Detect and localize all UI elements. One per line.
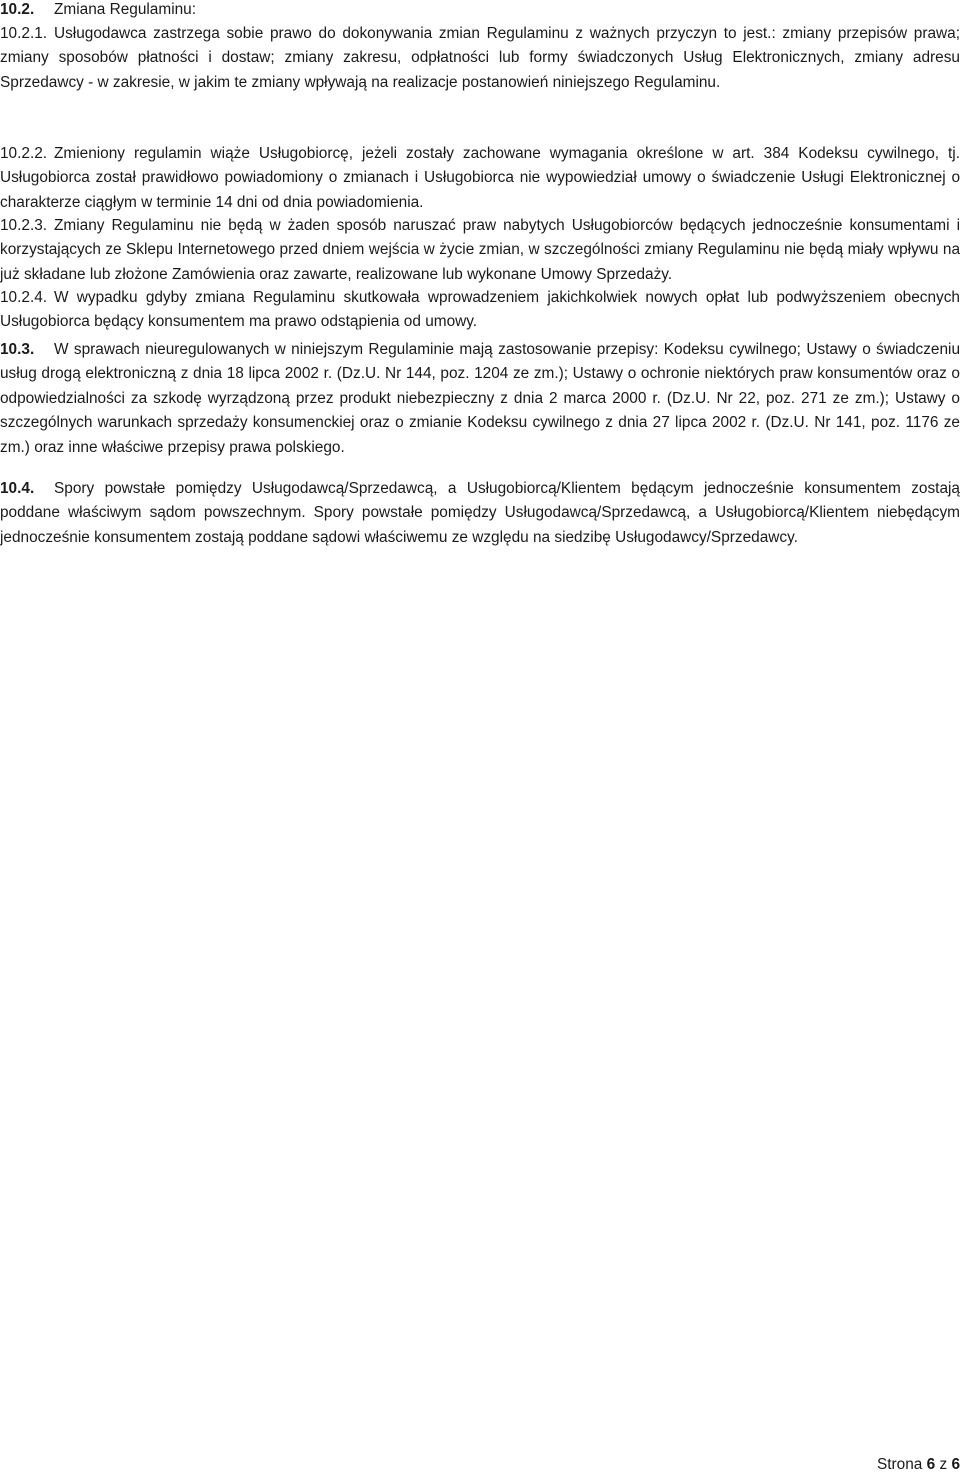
- clause-text: Zmiany Regulaminu nie będą w żaden sposób naruszać praw nabytych Usługobiorców będących jednocześnie konsumentami i korzystających ze Sklepu Internetowego przed dniem wejścia w życie zmian, w szczególności zmiany Regulaminu nie będą miały wpływu na już składane lub złożone Zamówienia oraz zawarte, realizowane lub wykonane Umowy Sprzedaży.: [0, 217, 960, 283]
- clause-number: 10.3.: [0, 341, 35, 358]
- page-of: z: [939, 1456, 948, 1473]
- page-number: 6: [926, 1456, 936, 1473]
- section-title: Zmiana Regulaminu:: [54, 1, 197, 18]
- clause-number: 10.4.: [0, 480, 35, 497]
- clause-text: Zmieniony regulamin wiąże Usługobiorcę, jeżeli zostały zachowane wymagania określone w art. 384 Kodeksu cywilnego, tj. Usługobiorca został prawidłowo powiadomiony o zmianach i Usługobiorca nie wypowiedział umowy o świadczenie Usługi Elektronicznej o charakterze ciągłym w terminie 14 dni od dnia powiadomienia.: [0, 145, 960, 211]
- page-total: 6: [951, 1456, 960, 1473]
- clause-10-2-4: [0, 286, 960, 335]
- clause-10-2-1: [0, 22, 960, 95]
- clause-number: 10.2.3.: [0, 217, 48, 234]
- clause-text: W sprawach nieuregulowanych w niniejszym Regulaminie mają zastosowanie przepisy: Kodeksu cywilnego; Ustawy o świadczeniu usług drogą elektroniczną z dnia 18 lipca 2002 r. (Dz.U. Nr 144, poz. 1204 ze zm.); Ustawy o ochronie niektórych praw konsumentów oraz o odpowiedzialności za szkodę wyrządzoną przez produkt niebezpieczny z dnia 2 marca 2000 r. (Dz.U. Nr 22, poz. 271 ze zm.); Ustawy o szczególnych warunkach sprzedaży konsumenckiej oraz o zmianie Kodeksu cywilnego z dnia 27 lipca 2002 r. (Dz.U. Nr 141, poz. 1176 ze zm.) oraz inne właściwe przepisy prawa polskiego.: [0, 341, 960, 456]
- clause-number: 10.2.1.: [0, 25, 48, 42]
- clause-10-3: [0, 338, 960, 460]
- clause-number: 10.2.2.: [0, 145, 48, 162]
- clause-10-2-2: [0, 142, 960, 215]
- clause-10-4: [0, 477, 960, 550]
- clause-number: 10.2.4.: [0, 289, 48, 306]
- page-label: Strona: [876, 1456, 923, 1473]
- clause-text: W wypadku gdyby zmiana Regulaminu skutkowała wprowadzeniem jakichkolwiek nowych opłat lub podwyższeniem obecnych Usługobiorca będący konsumentem ma prawo odstąpienia od umowy.: [0, 289, 960, 331]
- clause-10-2-3: [0, 214, 960, 287]
- clause-text: Spory powstałe pomiędzy Usługodawcą/Sprzedawcą, a Usługobiorcą/Klientem będącym jednocześnie konsumentem zostają poddane właściwym sądom powszechnym. Spory powstałe pomiędzy Usługodawcą/Sprzedawcą, a Usługobiorcą/Klientem niebędącym jednocześnie konsumentem zostają poddane sądowi właściwemu ze względu na siedzibę Usługodawcy/Sprzedawcy.: [0, 480, 960, 546]
- section-number: 10.2.: [0, 1, 35, 18]
- clause-text: Usługodawca zastrzega sobie prawo do dokonywania zmian Regulaminu z ważnych przyczyn to jest.: zmiany przepisów prawa; zmiany sposobów płatności i dostaw; zmiany zakresu, odpłatności lub formy świadczonych Usług Elektronicznych, zmiany adresu Sprzedawcy - w zakresie, w jakim te zmiany wpływają na realizacje postanowień niniejszego Regulaminu.: [0, 25, 960, 91]
- page-footer: [877, 1455, 960, 1475]
- section-heading: [0, 0, 960, 22]
